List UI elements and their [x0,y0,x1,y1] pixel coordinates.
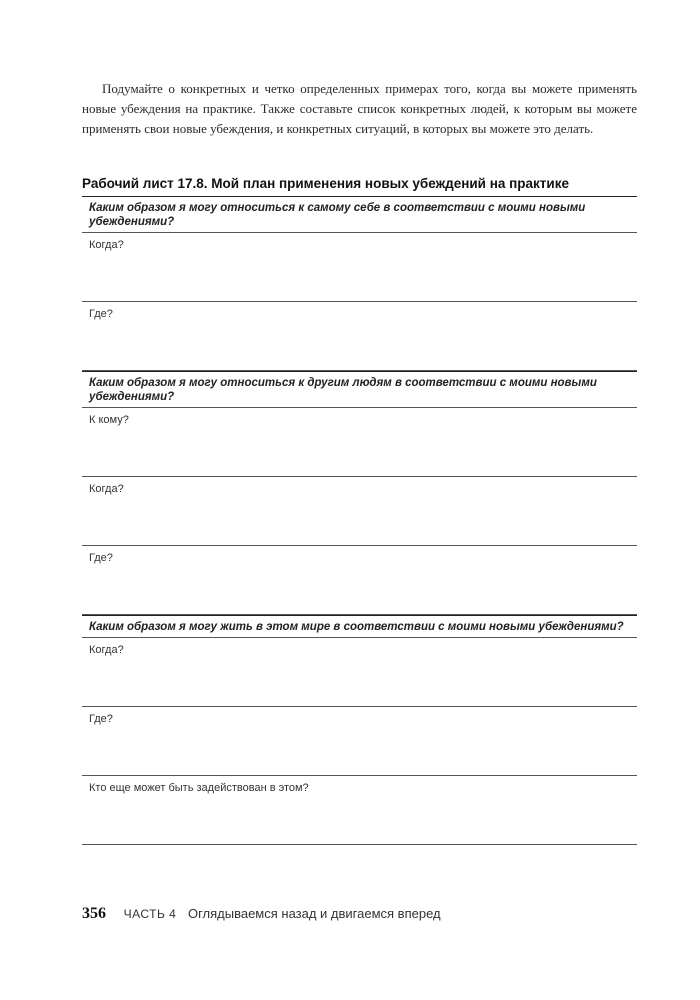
answer-field-where[interactable]: Где? [82,707,637,776]
section-question: Каким образом я могу жить в этом мире в соответствии с моими новыми убеждениями? [82,615,637,638]
section-question: Каким образом я могу относиться к самому себе в соответствии с моими новыми убеждениями? [82,196,637,233]
part-label: ЧАСТЬ 4 [123,907,177,921]
page-footer [82,905,637,923]
answer-field-when[interactable]: Когда? [82,477,637,546]
intro-paragraph: Подумайте о конкретных и четко определенных примерах того, когда вы можете применять новые убеждения на практике. Также составьте список конкретных людей, к которым вы можете применять свои новые убеждения, и конкретных ситуаций, в которых вы можете это делать. [82,81,637,136]
worksheet-section-world [82,615,637,845]
answer-field-when[interactable]: Когда? [82,638,637,707]
answer-field-where[interactable]: Где? [82,302,637,371]
section-question: Каким образом я могу относиться к другим людям в соответствии с моими новыми убеждениями? [82,371,637,408]
part-title: Оглядываемся назад и двигаемся вперед [187,906,441,921]
worksheet-section-self [82,196,637,371]
page-number: 356 [82,905,106,922]
answer-field-who-else[interactable]: Кто еще может быть задействован в этом? [82,776,637,845]
worksheet-section-others [82,371,637,615]
worksheet-title: Рабочий лист 17.8. Мой план применения новых убеждений на практике [82,176,569,191]
worksheet-table [82,196,637,845]
answer-field-where[interactable]: Где? [82,546,637,615]
answer-field-whom[interactable]: К кому? [82,408,637,477]
answer-field-when[interactable]: Когда? [82,233,637,302]
